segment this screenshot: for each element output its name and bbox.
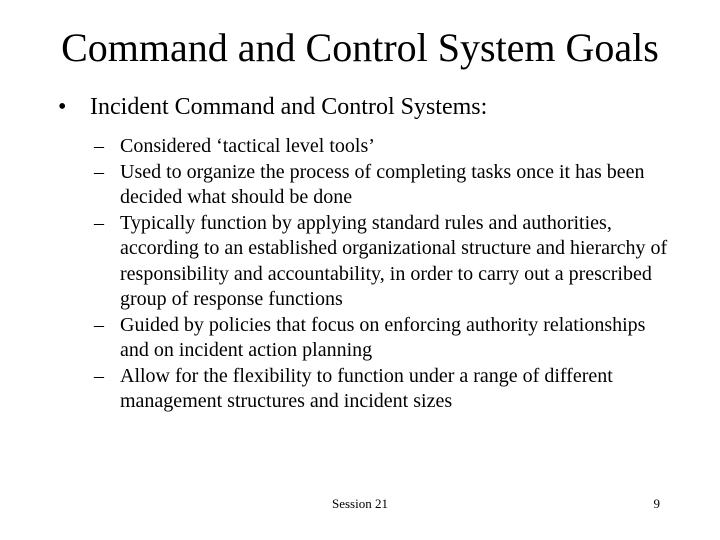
sub-bullet-item [94,364,674,415]
sub-bullet-item [94,313,674,364]
dash-marker: – [94,135,104,157]
page-number: 9 [653,496,660,511]
sub-bullet-text: Used to organize the process of completing tasks once it has been decided what should be done [120,160,645,208]
dash-marker: – [94,211,104,234]
main-bullet-text: Incident Command and Control Systems: [90,94,488,120]
sub-bullet-item [94,134,674,160]
dash-marker: – [94,160,104,183]
dash-marker: – [94,313,104,336]
slide-title: Command and Control System Goals [61,25,659,70]
sub-bullet-text: Guided by policies that focus on enforcing authority relationships and on incident action planning [120,313,646,361]
sub-bullet-item [94,160,674,211]
main-bullet [58,92,698,122]
sub-bullet-list [94,134,674,415]
dash-marker: – [94,364,104,387]
sub-bullet-text: Typically function by applying standard rules and authorities, according to an established organizational structure and hierarchy of responsibility and accountability, in order to carry out a prescribed group of response functions [120,211,668,310]
sub-bullet-text: Considered ‘tactical level tools’ [120,135,375,157]
sub-bullet-item [94,211,674,313]
bullet-marker: • [58,94,67,120]
sub-bullet-text: Allow for the flexibility to function under a range of different management structures and incident sizes [120,364,613,412]
footer-session: Session 21 [332,496,388,511]
